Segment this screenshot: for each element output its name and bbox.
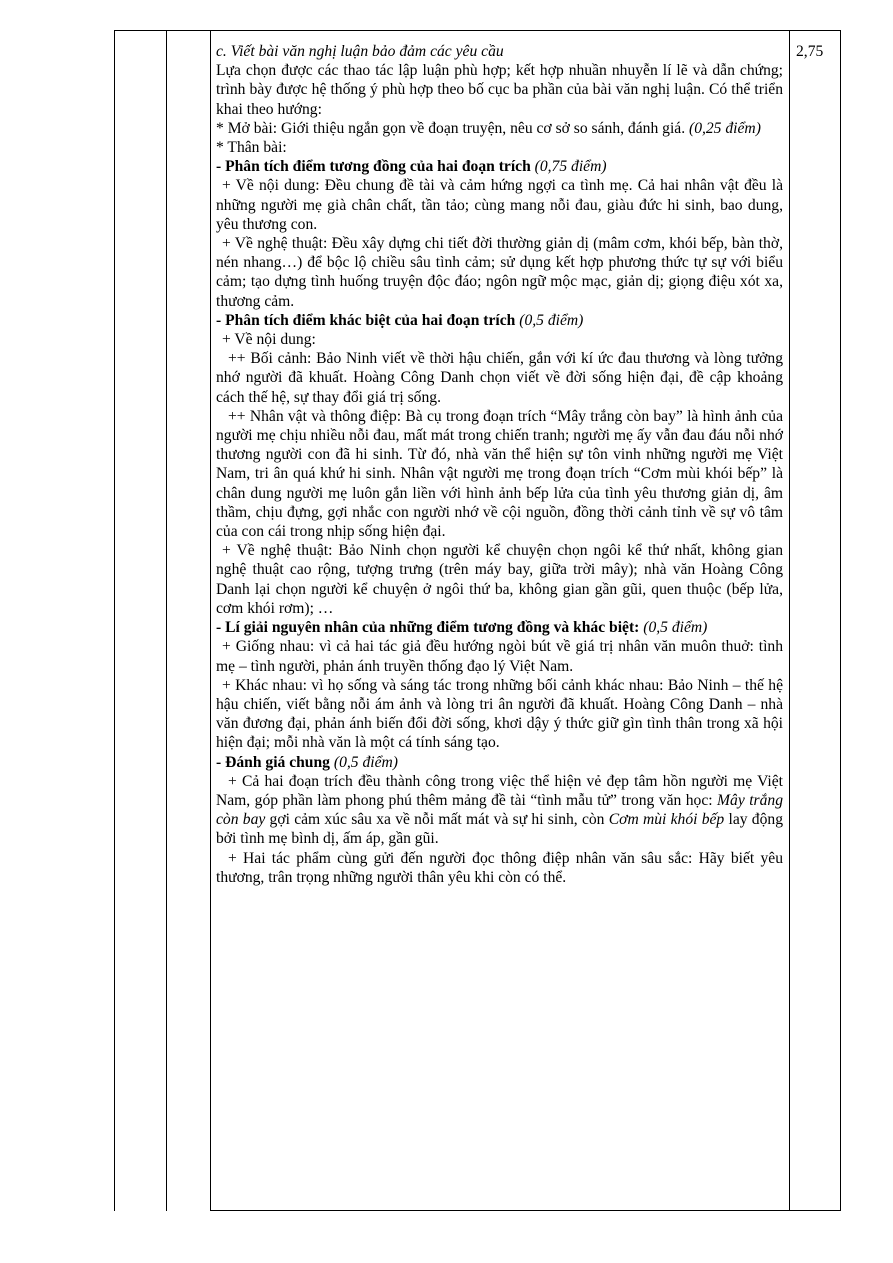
sec2-heading	[216, 311, 783, 330]
sec2-points: (0,5 điểm)	[519, 311, 584, 329]
mo-bai-paragraph	[216, 119, 783, 138]
table-border-top	[114, 30, 841, 31]
mo-bai-text: * Mở bài: Giới thiệu ngắn gọn về đoạn truyện, nêu cơ sở so sánh, đánh giá.	[216, 119, 686, 137]
answer-content	[216, 42, 783, 887]
sec1-points: (0,75 điểm)	[534, 158, 607, 176]
sec4-summary-paragraph	[216, 772, 783, 849]
table-column-divider-2	[210, 30, 211, 1211]
table-column-divider-1	[166, 30, 167, 1211]
table-border-left	[114, 30, 115, 1211]
table-column-divider-3	[789, 30, 790, 1211]
sec4-p1-part-a: + Cả hai đoạn trích đều thành công trong việc thể hiện vẻ đẹp tâm hồn người mẹ Việt Nam, góp phần làm phong phú thêm mảng đề tài “tình mẫu tử” trong văn học:	[216, 772, 783, 809]
sec3-different-paragraph: + Khác nhau: vì họ sống và sáng tác trong những bối cảnh khác nhau: Bảo Ninh – thế hệ hậu chiến, viết bằng nỗi ám ảnh và lòng tri ân người đã khuất. Hoàng Công Danh – nhà văn đương đại, phản ánh biến đổi đời sống, khơi dậy ý thức giữ gìn tình thân trong xã hội hiện đại; mỗi nhà văn là một cá tính sáng tạo.	[216, 676, 783, 752]
sec1-art-paragraph: + Về nghệ thuật: Đều xây dựng chi tiết đời thường giản dị (mâm cơm, khói bếp, bàn thờ, nén nhang…) để bộc lộ chiều sâu tình cảm; sử dụng kết hợp phương thức tự sự với biểu cảm; tạo dựng tình huống truyện độc đáo; ngôn ngữ mộc mạc, giản dị; giọng điệu xót xa, thương cảm.	[216, 235, 783, 310]
sec4-p1-part-e: lay động bởi tình mẹ bình dị, ấm áp, gần gũi.	[216, 811, 783, 848]
sec3-similar-paragraph: + Giống nhau: vì cả hai tác giả đều hướng ngòi bút về giá trị nhân văn muôn thuở: tình mẹ – tình người, phản ánh truyền thống đạo lý Việt Nam.	[216, 638, 783, 675]
table-row-bottom-border	[210, 1210, 841, 1211]
sec4-message-paragraph: + Hai tác phẩm cùng gửi đến người đọc thông điệp nhân văn sâu sắc: Hãy biết yêu thương, trân trọng những người thân yêu khi còn có thể.	[216, 849, 783, 886]
intro-paragraph: Lựa chọn được các thao tác lập luận phù hợp; kết hợp nhuần nhuyễn lí lẽ và dẫn chứng; trình bày được hệ thống ý phù hợp theo bố cục ba phần của bài văn nghị luận. Có thể triển khai theo hướng:	[216, 62, 783, 118]
sec3-points: (0,5 điểm)	[643, 619, 708, 637]
than-bai-label: * Thân bài:	[216, 139, 287, 157]
section-heading: c. Viết bài văn nghị luận bảo đảm các yêu cầu	[216, 43, 504, 60]
sec2-title: - Phân tích điểm khác biệt của hai đoạn trích	[216, 311, 516, 329]
sec4-title: - Đánh giá chung	[216, 753, 330, 771]
work-title-may-trang: Mây trắng còn bay	[216, 791, 783, 829]
sec2-art-paragraph: + Về nghệ thuật: Bảo Ninh chọn người kể chuyện chọn ngôi kể thứ nhất, không gian nghệ thuật cao rộng, tượng trưng (trên máy bay, giữa trời mây); nhà văn Hoàng Công Danh lại chọn người kể chuyện ở ngôi thứ ba, không gian gần gũi, quen thuộc (bếp lửa, cơm khói rơm); …	[216, 542, 783, 617]
sec2-character-paragraph: ++ Nhân vật và thông điệp: Bà cụ trong đoạn trích “Mây trắng còn bay” là hình ảnh của người mẹ chịu nhiều nỗi đau, mất mát trong chiến tranh; người mẹ ấy vẫn đau đáu nỗi nhớ thương người con đã hi sinh. Từ đó, nhà văn thể hiện sự tôn vinh những người mẹ Việt Nam, tri ân quá khứ hi sinh. Nhân vật người mẹ trong đoạn trích “Cơm mùi khói bếp” là chân dung người mẹ luôn gắn liền với hình ảnh bếp lửa của tình yêu thương giản dị, âm thầm, chịu đựng, gợi nhắc con người nhớ về cội nguồn, đồng thời cảnh tỉnh về sự vô tâm của con cái trong nhịp sống hiện đại.	[216, 407, 783, 541]
sec1-heading	[216, 157, 783, 176]
sec3-title: - Lí giải nguyên nhân của những điểm tương đồng và khác biệt:	[216, 619, 640, 637]
sec1-title: - Phân tích điểm tương đồng của hai đoạn trích	[216, 158, 531, 176]
sec4-heading	[216, 753, 783, 772]
sec2-content-label: + Về nội dung:	[222, 331, 316, 349]
sec4-points: (0,5 điểm)	[333, 753, 398, 771]
sec1-content-paragraph: + Về nội dung: Đều chung đề tài và cảm hứng ngợi ca tình mẹ. Cả hai nhân vật đều là những người mẹ già chân chất, tần tảo; cùng mang nỗi đau, giàu đức hi sinh, bao dung, yêu thương con.	[216, 177, 783, 233]
sec3-heading	[216, 618, 783, 637]
sec4-p1-part-c: gợi cảm xúc sâu xa về nỗi mất mát và sự hi sinh, còn	[265, 811, 609, 829]
work-title-com-mui: Cơm mùi khói bếp	[608, 811, 725, 829]
sec2-context-paragraph: ++ Bối cảnh: Bảo Ninh viết về thời hậu chiến, gắn với kí ức đau thương và lòng tưởng nhớ người đã khuất. Hoàng Công Danh chọn viết về đời sống hiện đại, đề cập khoảng cách thế hệ, sự thay đổi giá trị sống.	[216, 350, 783, 406]
score-cell: 2,75	[796, 43, 824, 60]
table-border-right	[840, 30, 841, 1211]
mo-bai-points: (0,25 điểm)	[689, 119, 761, 137]
